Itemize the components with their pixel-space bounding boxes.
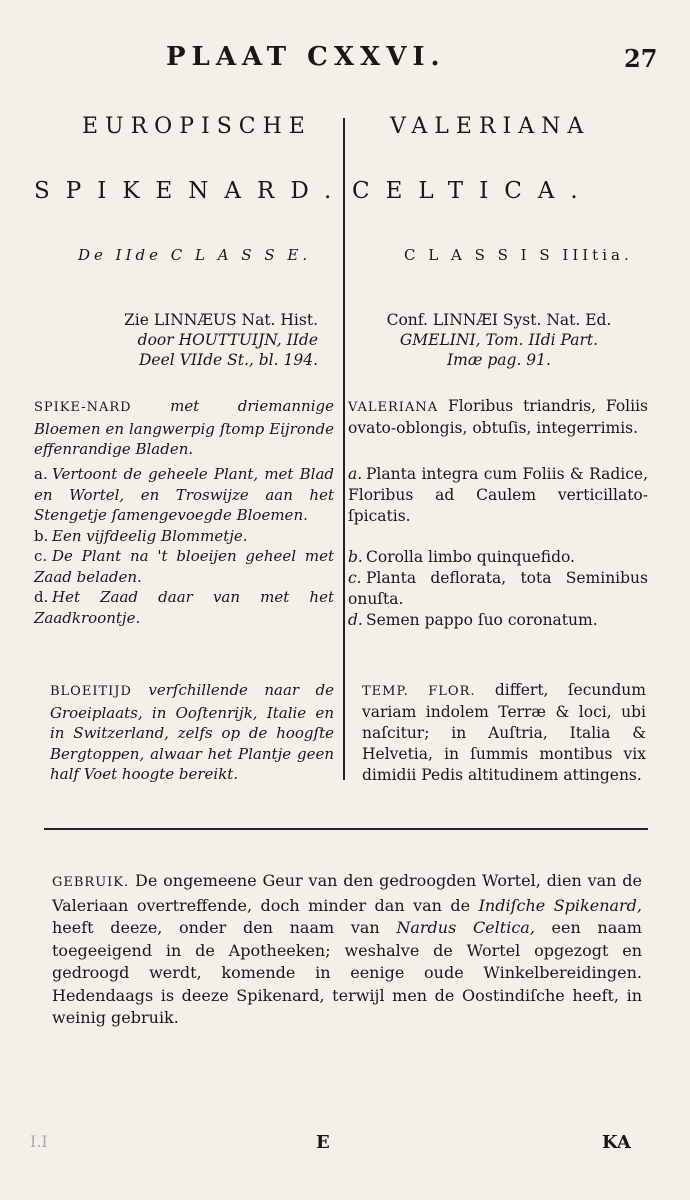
right-item-d-text: Semen pappo ſuo coronatum. bbox=[366, 611, 598, 629]
right-temp-text: differt, ſecundum variam indolem Terræ & loci, ubi naſcitur; in Auſtria, Italia & Helvetia, in ſummis montibus vix dimidii Pedis altitudinem attingens. bbox=[362, 681, 646, 784]
left-item-c bbox=[34, 546, 334, 587]
right-ref-line-2: GMELINI, Tom. IIdi Part. bbox=[399, 331, 599, 349]
left-ref-line-2: door HOUTTUIJN, IIde bbox=[137, 331, 318, 349]
right-reference bbox=[348, 310, 650, 370]
right-desc-lead: VALERIANA bbox=[348, 400, 439, 415]
horizontal-divider bbox=[44, 828, 648, 830]
right-class: C L A S S I S IIItia. bbox=[404, 246, 633, 264]
left-class: De IIde C L A S S E. bbox=[78, 246, 312, 264]
left-ref-line-1: Zie LINNÆUS Nat. Hist. bbox=[124, 311, 318, 329]
right-ref-line-3: Imæ pag. 91. bbox=[447, 351, 551, 369]
signature-mark: E bbox=[316, 1132, 330, 1153]
left-item-a-label: a. bbox=[34, 465, 48, 483]
left-item-b bbox=[34, 526, 334, 547]
right-ref-line-1: Conf. LINNÆI Syst. Nat. Ed. bbox=[386, 311, 612, 329]
right-desc-text: Floribus triandris, Foliis ovato-oblongis, obtuſis, integerrimis. bbox=[348, 397, 648, 437]
left-item-d-text: Het Zaad daar van met het Zaadkroontje. bbox=[34, 588, 334, 627]
gebruik-paragraph bbox=[52, 870, 642, 1030]
right-temp-flor bbox=[362, 680, 646, 786]
right-title-2: CELTICA. bbox=[352, 178, 594, 204]
right-item-a-text: Planta integra cum Foliis & Radice, Floribus ad Caulem verticillato-ſpicatis. bbox=[348, 465, 648, 525]
left-item-d bbox=[34, 587, 334, 628]
right-item-b-text: Corolla limbo quinquefido. bbox=[366, 548, 575, 566]
left-title-2: SPIKENARD. bbox=[34, 178, 348, 204]
left-item-a bbox=[34, 464, 334, 526]
right-title-1: VALERIANA bbox=[390, 114, 591, 139]
left-item-b-label: b. bbox=[34, 526, 49, 545]
catchword: KA bbox=[602, 1132, 631, 1153]
gebruik-italic-1: Indiſche Spikenard, bbox=[478, 895, 643, 915]
footer-left-mark: I.I bbox=[30, 1132, 48, 1151]
left-reference bbox=[56, 310, 318, 370]
right-temp-lead: TEMP. FLOR. bbox=[362, 684, 476, 699]
left-item-a-text: Vertoont de geheele Plant, met Blad en Wortel, en Troswijze aan het Stengetje ſamengevoegde Bloemen. bbox=[34, 465, 334, 524]
left-description bbox=[34, 396, 334, 460]
right-description bbox=[348, 396, 648, 439]
gebruik-text-1: De ongemeene Geur van den gedroogden Wortel, dien van de Valeriaan overtreffende, doch minder dan van de bbox=[52, 871, 643, 915]
plate-title: PLAAT CXXVI. bbox=[166, 42, 446, 72]
left-item-d-label: d. bbox=[34, 588, 49, 606]
left-bloeitijd bbox=[50, 680, 334, 785]
left-items bbox=[34, 464, 334, 628]
left-ref-line-3: Deel VIIde St., bl. 194. bbox=[139, 351, 318, 369]
gebruik-lead: GEBRUIK. bbox=[52, 875, 130, 890]
right-item-c bbox=[348, 568, 648, 610]
left-title-1: EUROPISCHE bbox=[82, 114, 312, 139]
right-item-d-label: d. bbox=[348, 611, 363, 629]
page-number: 27 bbox=[624, 44, 658, 73]
right-item-a bbox=[348, 464, 648, 527]
gebruik-text-2: heeft deeze, onder den naam van bbox=[52, 918, 380, 937]
left-item-c-label: c. bbox=[34, 547, 48, 565]
right-item-c-text: Planta deflorata, tota Seminibus onuſta. bbox=[348, 569, 648, 608]
right-item-c-label: c. bbox=[348, 569, 362, 587]
left-bloei-text: verſchillende naar de Groeiplaats, in Ooſtenrijk, Italie en in Switzerland, zelfs op de hoogſte Bergtoppen, alwaar het Plantje geen half Voet hoogte bereikt. bbox=[50, 681, 334, 783]
right-item-b-label: b. bbox=[348, 548, 363, 566]
right-item-b bbox=[348, 547, 648, 568]
right-items bbox=[348, 464, 648, 631]
left-item-b-text: Een vijfdeelig Blommetje. bbox=[52, 526, 248, 545]
gebruik-text-3: een naam toegeeigend in de Apotheeken; weshalve de Wortel opgezogt en gedroogd werdt, komende in eenige oude Winkelbereidingen. Hedendaags is deeze Spikenard, terwijl men de Oostindiſche heeft, in weinig gebruik. bbox=[52, 918, 642, 1027]
right-item-d bbox=[348, 610, 648, 631]
left-desc-lead: SPIKE-NARD bbox=[34, 400, 132, 415]
left-desc-text: met driemannige Bloemen en langwerpig ſtomp Eijronde effenrandige Bladen. bbox=[34, 397, 334, 458]
column-divider bbox=[343, 118, 345, 780]
right-item-a-label: a. bbox=[348, 465, 363, 483]
left-bloei-lead: BLOEITIJD bbox=[50, 684, 132, 699]
left-item-c-text: De Plant na 't bloeijen geheel met Zaad beladen. bbox=[34, 547, 334, 586]
gebruik-italic-2: Nardus Celtica, bbox=[396, 918, 535, 937]
